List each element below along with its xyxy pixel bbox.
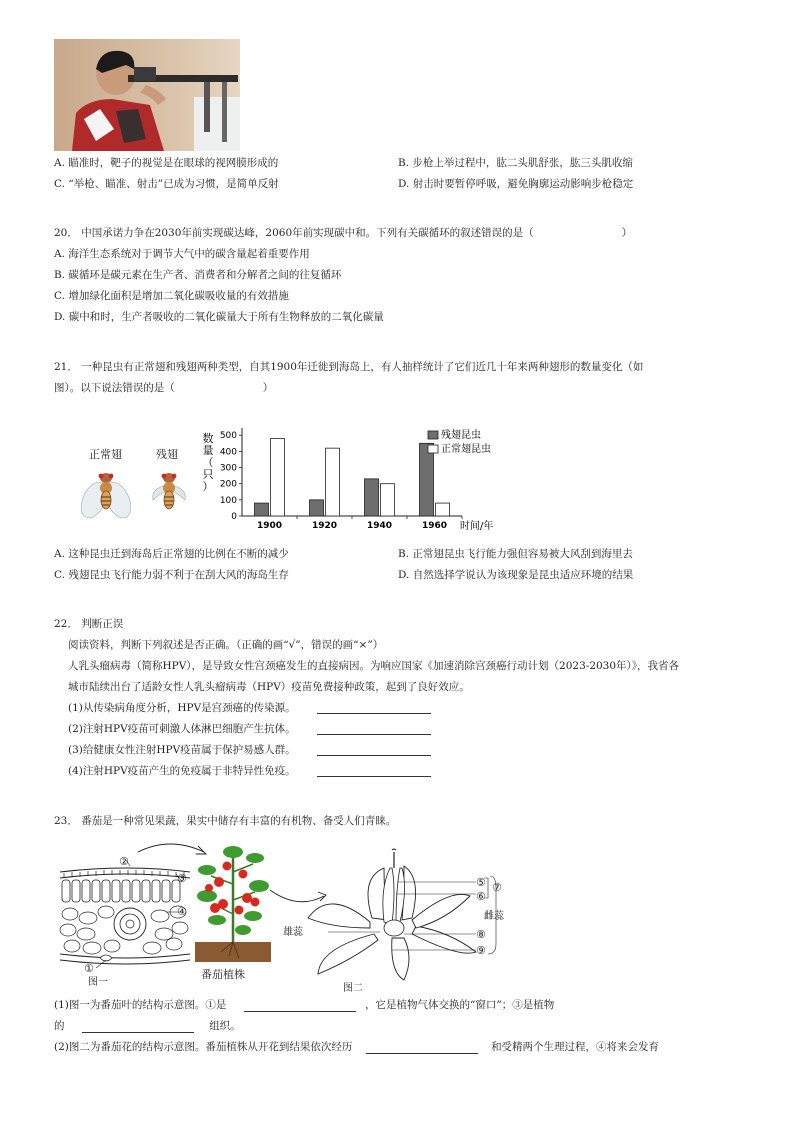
y-tick-label: 100 — [219, 495, 237, 506]
q22-intro: 阅读资料，判断下列叙述是否正确。（正确的画“√”，错误的画“×”） — [68, 639, 384, 651]
q19-option-c: C. “举枪、瞄准、射击”已成为习惯，是简单反射 — [54, 178, 279, 190]
insect-normal-label: 正常翅 — [89, 448, 122, 461]
x-tick-label: 1960 — [421, 521, 448, 531]
y-axis-label-char: ） — [202, 480, 214, 493]
y-tick-label: 400 — [219, 447, 237, 458]
figure-1-label: 图一 — [88, 977, 108, 988]
x-axis-label: 时间/年 — [460, 521, 494, 532]
x-tick-label: 1920 — [311, 521, 338, 531]
q20-option-a: A. 海洋生态系统对于调节大气中的碳含量起着重要作用 — [54, 248, 310, 260]
marker-1: ① — [84, 962, 94, 975]
figure-2-label: 图二 — [343, 983, 363, 994]
q23-stem: 23． 番茄是一种常见果蔬，果实中储存有丰富的有机物、备受人们青睐。 — [54, 815, 397, 827]
y-axis-label-char: 量 — [202, 444, 214, 457]
bar-1900-normal — [271, 438, 285, 516]
q19-option-d: D. 射击时要暂停呼吸，避免胸廓运动影响步枪稳定 — [398, 178, 634, 190]
y-tick-label: 200 — [219, 479, 237, 490]
wing-type-bar-chart — [196, 420, 494, 532]
q21-option-b: B. 正常翅昆虫飞行能力强但容易被大风刮到海里去 — [398, 548, 633, 560]
bar-1940-vestigial — [365, 479, 379, 516]
q21-option-c: C. 残翅昆虫飞行能力弱不利于在刮大风的海岛生存 — [54, 569, 289, 581]
marker-3: ③ — [177, 872, 187, 885]
q21-stem-line1: 21． 一种昆虫有正常翅和残翅两种类型，自其1900年迁徙到海岛上，有人抽样统计了它们近几十年来两种翅形的数量变化（如 — [54, 361, 644, 373]
x-tick-label: 1940 — [366, 521, 393, 531]
q22-title: 22． 判断正误 — [54, 618, 124, 630]
q23-blank-stoma[interactable] — [244, 999, 356, 1012]
legend-swatch-0 — [428, 431, 438, 439]
q20-option-d: D. 碳中和时，生产者吸收的二氧化碳量大于所有生物释放的二氧化碳量 — [54, 311, 384, 323]
q20-option-b: B. 碳循环是碳元素在生产者、消费者和分解者之间的往复循环 — [54, 269, 342, 281]
q22-item-4: (4)注射HPV疫苗产生的免疫属于非特异性免疫。 — [68, 765, 296, 777]
y-axis-label-char: 数 — [202, 432, 214, 445]
y-tick-label: 300 — [219, 463, 237, 474]
q21-option-d: D. 自然选择学说认为该现象是昆虫适应环境的结果 — [398, 569, 634, 581]
bar-1920-normal — [326, 448, 340, 516]
tomato-flower-diagram — [300, 848, 500, 980]
bar-1920-vestigial — [310, 500, 324, 516]
marker-6: ⑥ — [476, 890, 486, 903]
bar-1960-normal — [436, 503, 450, 516]
x-tick-label: 1900 — [256, 521, 283, 531]
legend-swatch-1 — [428, 445, 438, 453]
q19-option-a: A. 瞄准时，靶子的视觉是在眼球的视网膜形成的 — [54, 157, 279, 169]
q23-sub1-line1: (1)图一为番茄叶的结构示意图。①是 ，它是植物气体交换的“窗口”；③是植物 — [54, 999, 555, 1011]
q22-item-2: (2)注射HPV疫苗可刺激人体淋巴细胞产生抗体。 — [68, 723, 296, 735]
legend-label-1: 正常翅昆虫 — [441, 444, 491, 455]
marker-7: ⑦ — [492, 881, 502, 894]
q23-blank-tissue[interactable] — [82, 1020, 194, 1033]
q21-stem-line2: 图）。以下说法错误的是（ ） — [54, 382, 274, 394]
insect-vestigial-label: 残翅 — [156, 448, 178, 461]
y-axis-label-char: （ — [202, 456, 214, 469]
marker-8: ⑧ — [476, 928, 486, 941]
marker-2: ② — [119, 855, 129, 868]
y-axis-label-char: 只 — [202, 468, 214, 481]
q22-answer-4[interactable] — [317, 764, 431, 777]
q22-item-3: (3)给健康女性注射HPV疫苗属于保护易感人群。 — [68, 744, 296, 756]
bar-1960-vestigial — [420, 443, 434, 516]
q20-option-c: C. 增加绿化面积是增加二氧化碳吸收量的有效措施 — [54, 290, 289, 302]
q23-sub1-line2: 的 组织。 — [54, 1020, 241, 1032]
bar-1900-vestigial — [255, 503, 269, 516]
q22-paragraph-line1: 人乳头瘤病毒（简称HPV），是导致女性宫颈癌发生的直接病因。为响应国家《加速消除宫颈癌行动计划（2023-2030年）》，我省各 — [68, 660, 680, 672]
q19-option-b: B. 步枪上举过程中，肱二头肌舒张，肱三头肌收缩 — [398, 157, 633, 169]
stamen-label: 雄蕊 — [283, 927, 303, 938]
y-tick-label: 500 — [219, 431, 237, 442]
q22-answer-1[interactable] — [317, 701, 431, 714]
normal-wing-insect — [80, 466, 132, 520]
tomato-plant-illustration — [193, 844, 273, 966]
q22-paragraph-line2: 城市陆续出台了适龄女性人乳头瘤病毒（HPV）疫苗免费接种政策，起到了良好效应。 — [68, 681, 470, 693]
q21-option-a: A. 这种昆虫迁到海岛后正常翅的比例在不断的减少 — [54, 548, 289, 560]
q22-item-1: (1)从传染病角度分析，HPV是宫颈癌的传染源。 — [68, 702, 296, 714]
vestigial-wing-insect — [143, 466, 195, 520]
marker-4: ④ — [177, 905, 187, 918]
pistil-label: 雌蕊 — [484, 911, 504, 922]
marker-5: ⑤ — [476, 876, 486, 889]
tomato-plant-label: 番茄植株 — [201, 968, 245, 981]
q20-stem: 20． 中国承诺力争在2030年前实现碳达峰，2060年前实现碳中和。下列有关碳循环的叙述错误的是（ ） — [54, 227, 633, 239]
shooter-photo — [54, 39, 240, 151]
bar-1940-normal — [381, 484, 395, 516]
q23-blank-process[interactable] — [366, 1041, 478, 1054]
legend-label-0: 残翅昆虫 — [441, 430, 481, 441]
marker-9: ⑨ — [476, 944, 486, 957]
q22-answer-3[interactable] — [317, 743, 431, 756]
q22-answer-2[interactable] — [317, 722, 431, 735]
q23-sub2-line1: (2)图二为番茄花的结构示意图。番茄植株从开花到结果依次经历 和受精两个生理过程，④将来会发育 — [54, 1041, 660, 1053]
y-tick-label: 0 — [231, 512, 237, 522]
